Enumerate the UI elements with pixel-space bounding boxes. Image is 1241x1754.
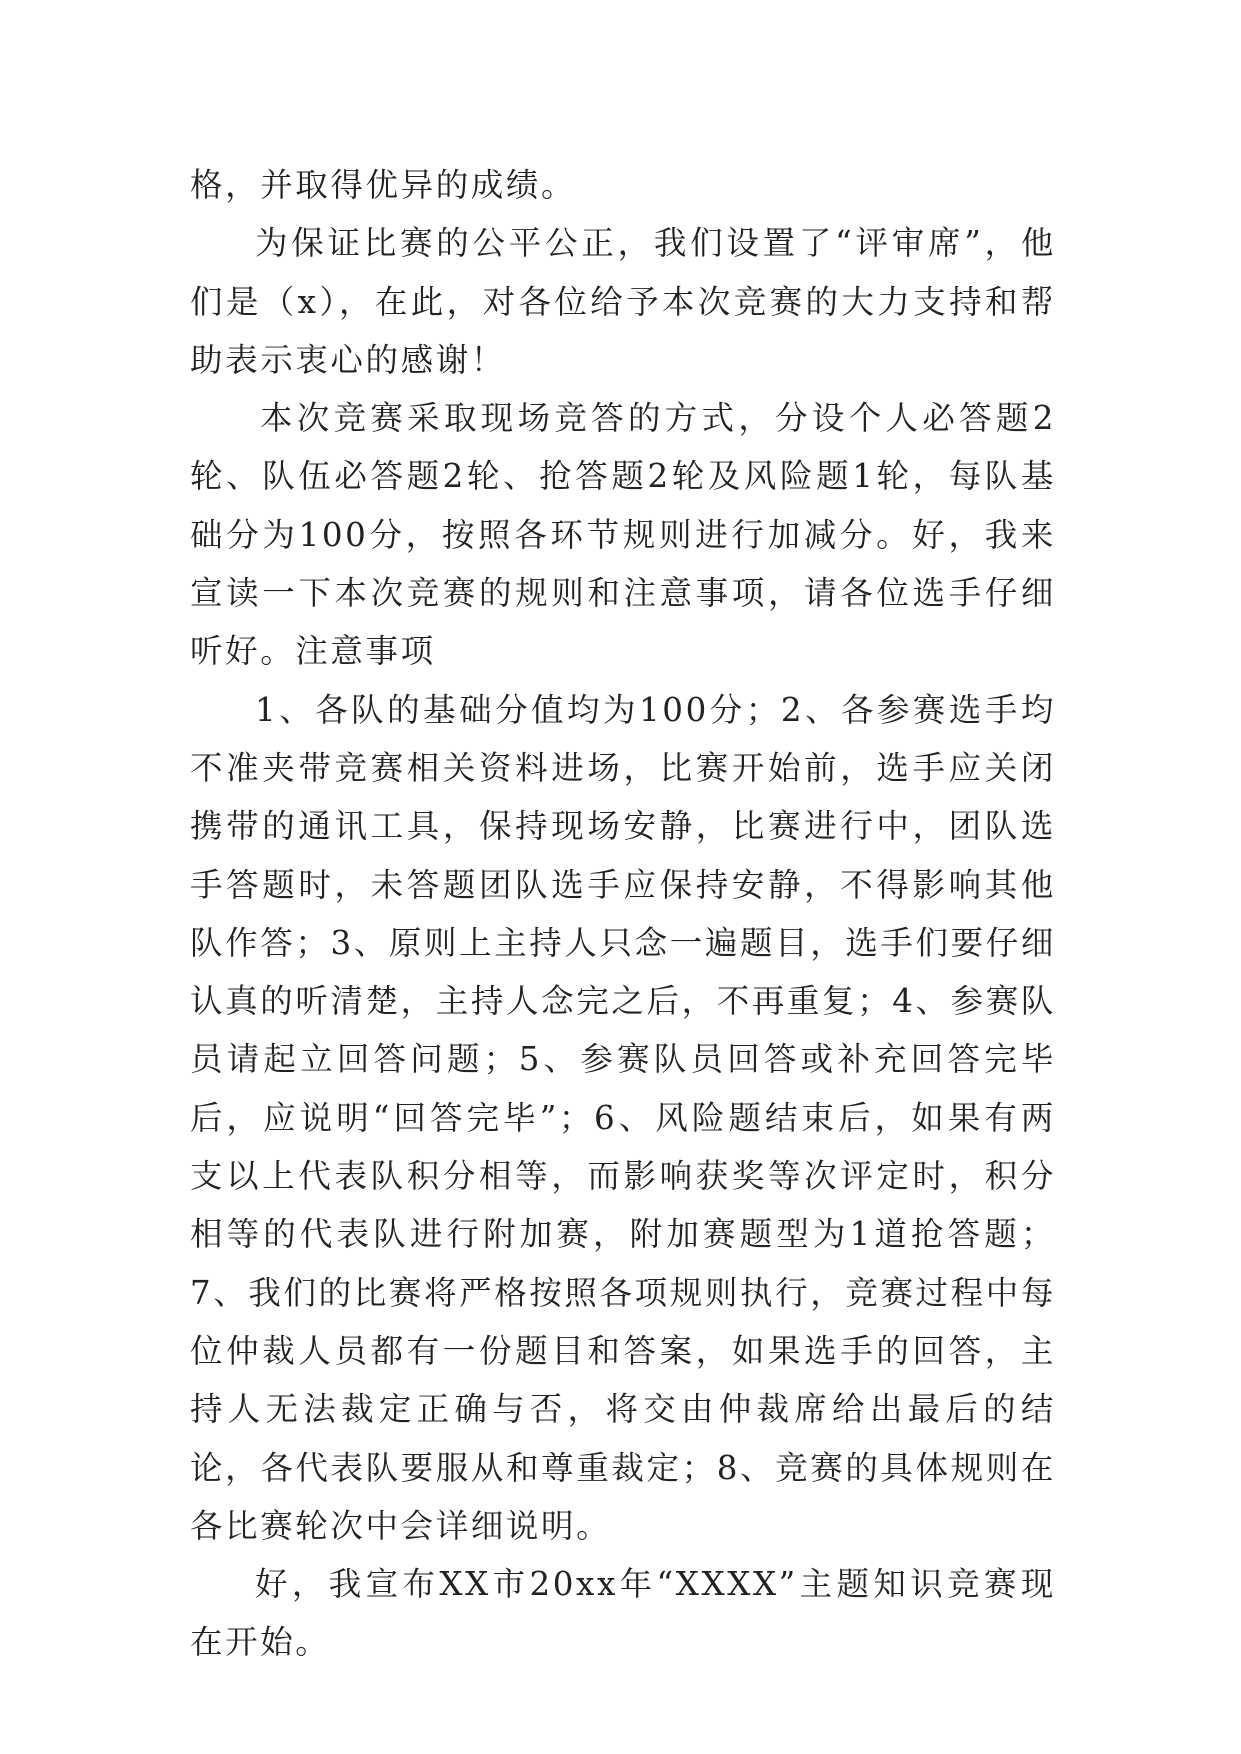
paragraph-rules: 1、各队的基础分值均为100分；2、各参赛选手均不准夹带竞赛相关资料进场，比赛开始前，选手应关闭携带的通讯工具，保持现场安静，比赛进行中，团队选手答题时，未答题团队选手应保持安静，不得影响其他队作答；3、原则上主持人只念一遍题目，选手们要仔细认真的听清楚，主持人念完之后，不再重复；4、参赛队员请起立回答问题；5、参赛队员回答或补充回答完毕后，应说明“回答完毕”；6、风险题结束后，如果有两支以上代表队积分相等，而影响获奖等次评定时，积分相等的代表队进行附加赛，附加赛题型为1道抢答题；7、我们的比赛将严格按照各项规则执行，竞赛过程中每位仲裁人员都有一份题目和答案，如果选手的回答，主持人无法裁定正确与否，将交由仲裁席给出最后的结论，各代表队要服从和尊重裁定；8、竞赛的具体规则在各比赛轮次中会详细说明。 <box>190 690 1056 1545</box>
paragraph-continuation: 格，并取得优异的成绩。 <box>190 166 577 204</box>
document-body <box>190 156 1056 1672</box>
paragraph-judges: 为保证比赛的公平公正，我们设置了“评审席”，他们是（x），在此，对各位给予本次竞赛的大力支持和帮助表示衷心的感谢！ <box>190 224 1056 379</box>
paragraph-format: 本次竞赛采取现场竞答的方式，分设个人必答题2轮、队伍必答题2轮、抢答题2轮及风险题1轮，每队基础分为100分，按照各环节规则进行加减分。好，我来宣读一下本次竞赛的规则和注意事项，请各位选手仔细听好。注意事项 <box>190 399 1056 671</box>
paragraph-announcement: 好，我宣布XX市20xx年“XXXX”主题知识竞赛现在开始。 <box>190 1565 1056 1662</box>
